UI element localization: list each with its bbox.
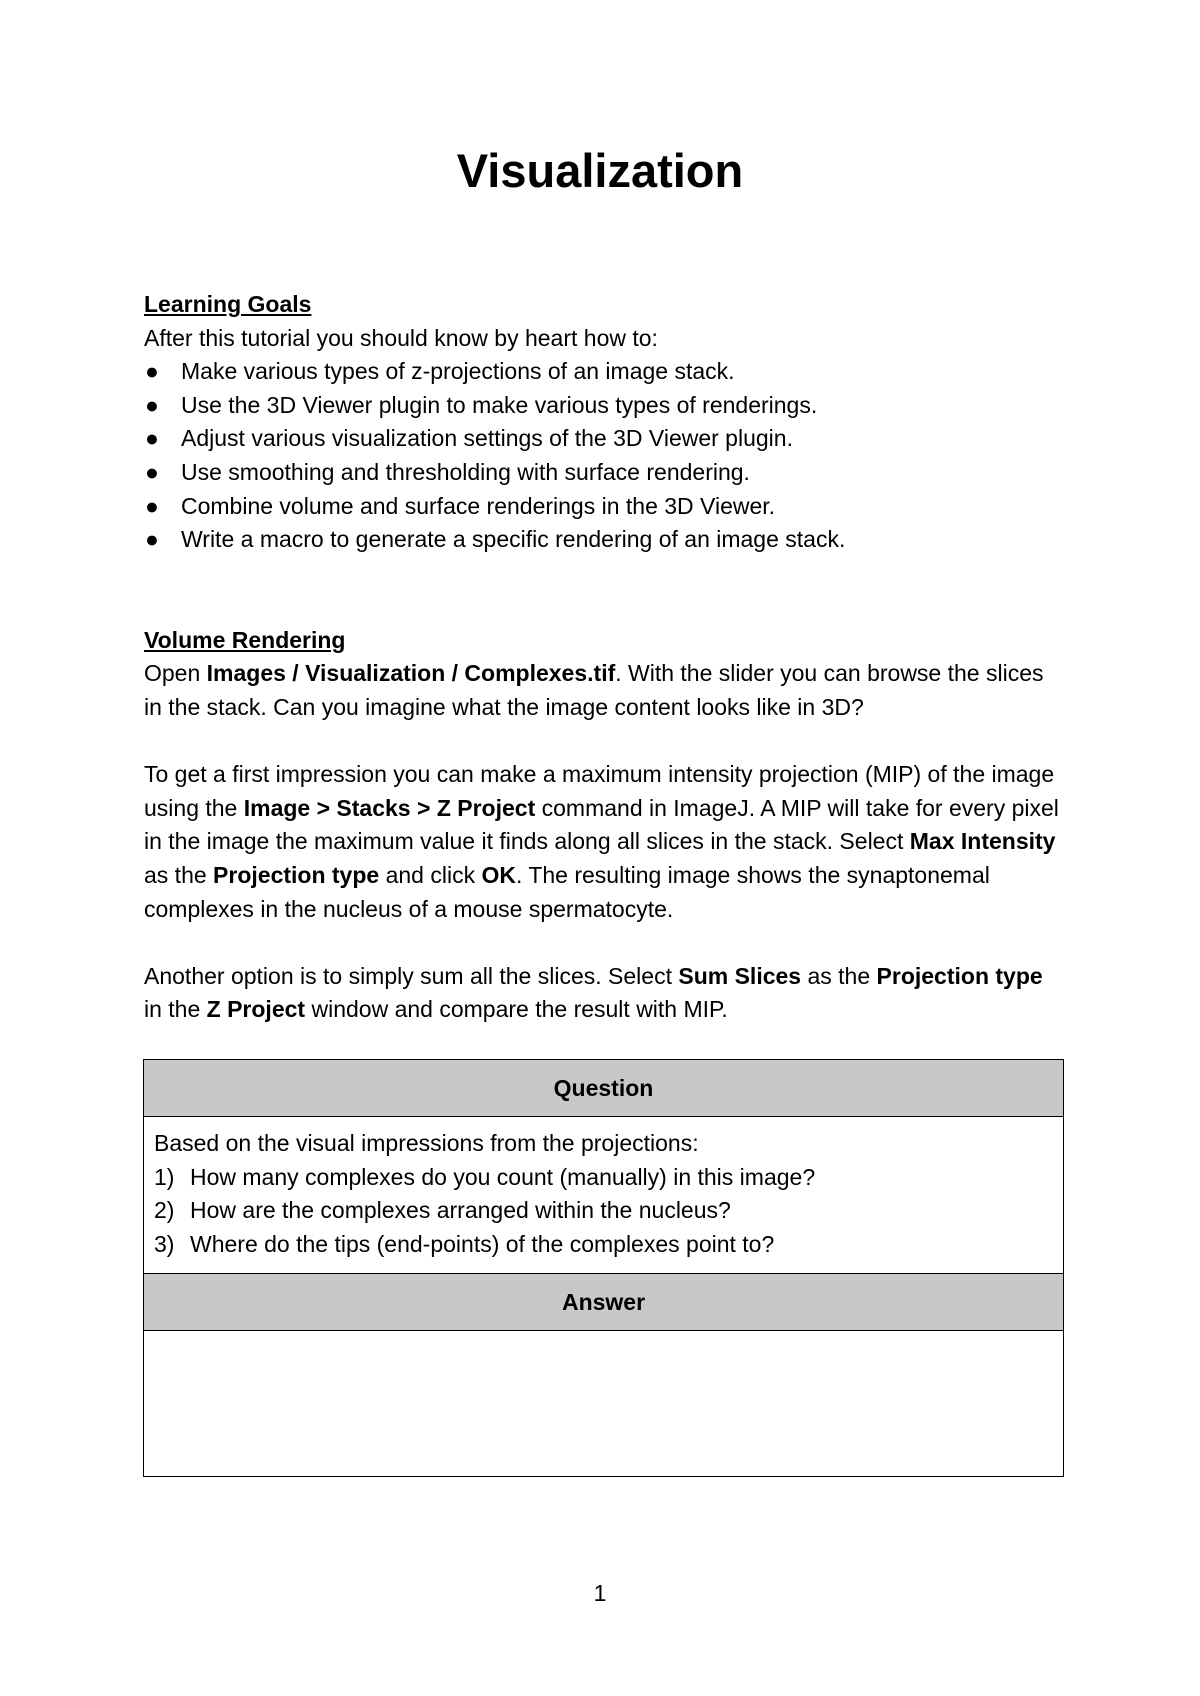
answer-field[interactable] [144, 1331, 1063, 1476]
list-item: ● Write a macro to generate a specific rendering of an image stack. [144, 523, 1066, 557]
question-header: Question [144, 1060, 1063, 1117]
question-item: 1) How many complexes do you count (manually) in this image? [154, 1163, 816, 1190]
question-item: 2) How are the complexes arranged within the nucleus? [154, 1197, 731, 1224]
answer-header: Answer [144, 1274, 1063, 1331]
learning-goals-heading: Learning Goals [144, 291, 312, 317]
learning-goals-intro: After this tutorial you should know by heart how to: [144, 324, 658, 351]
volume-rendering-paragraph-1: Open Images / Visualization / Complexes.tif. With the slider you can browse the slices in the stack. Can you imagine what the image content looks like in 3D? [144, 660, 1044, 720]
list-item: ● Adjust various visualization settings of the 3D Viewer plugin. [144, 422, 1066, 456]
list-item: ● Use smoothing and thresholding with surface rendering. [144, 456, 1066, 490]
page-number: 1 [593, 1580, 607, 1606]
question-cell [144, 1117, 1063, 1274]
bullet-icon: ● [145, 391, 159, 418]
question-answer-table [143, 1059, 1064, 1477]
bullet-icon: ● [145, 425, 159, 452]
bullet-icon: ● [145, 358, 159, 385]
learning-goals-list [144, 355, 1066, 557]
question-intro: Based on the visual impressions from the projections: [154, 1130, 699, 1156]
list-item: ● Combine volume and surface renderings in the 3D Viewer. [144, 490, 1066, 524]
list-item: ● Make various types of z-projections of an image stack. [144, 355, 1066, 389]
list-item: ● Use the 3D Viewer plugin to make various types of renderings. [144, 389, 1066, 423]
document-body [144, 288, 1066, 1027]
volume-rendering-paragraph-2: To get a first impression you can make a maximum intensity projection (MIP) of the image using the Image > Stacks > Z Project command in ImageJ. A MIP will take for every pixel in the image the maximum value it finds along all slices in the stack. Select Max Intensity as the Projection type and click OK. The resulting image shows the synaptonemal complexes in the nucleus of a mouse spermatocyte. [144, 761, 1059, 922]
volume-rendering-heading: Volume Rendering [144, 626, 346, 653]
question-item: 3) Where do the tips (end-points) of the complexes point to? [154, 1230, 775, 1257]
bullet-icon: ● [145, 458, 159, 485]
bullet-icon: ● [145, 492, 159, 519]
page-title: Visualization [456, 144, 744, 197]
bullet-icon: ● [145, 526, 159, 553]
volume-rendering-paragraph-3: Another option is to simply sum all the slices. Select Sum Slices as the Projection type in the Z Project window and compare the result with MIP. [144, 962, 1043, 1023]
